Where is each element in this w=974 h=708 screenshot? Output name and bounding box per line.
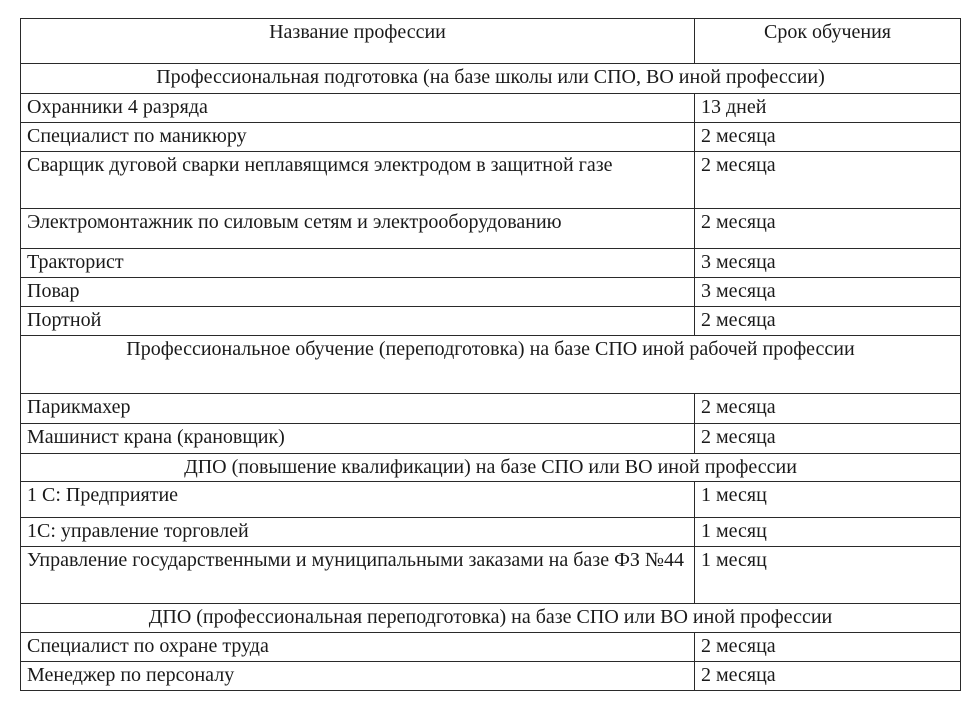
table-row bbox=[21, 394, 961, 424]
training-term: 2 месяца bbox=[695, 209, 961, 249]
table-row bbox=[21, 662, 961, 691]
profession-name: Специалист по маникюру bbox=[21, 123, 695, 152]
profession-name: Сварщик дуговой сварки неплавящимся электродом в защитной газе bbox=[21, 152, 695, 209]
training-term: 3 месяца bbox=[695, 278, 961, 307]
table-row bbox=[21, 482, 961, 518]
training-term: 2 месяца bbox=[695, 123, 961, 152]
table-row bbox=[21, 152, 961, 209]
profession-name: Машинист крана (крановщик) bbox=[21, 424, 695, 454]
profession-name: 1С: управление торговлей bbox=[21, 518, 695, 547]
table-row bbox=[21, 307, 961, 336]
training-term: 2 месяца bbox=[695, 307, 961, 336]
table-row bbox=[21, 518, 961, 547]
header-profession-name: Название профессии bbox=[21, 19, 695, 64]
profession-name: Повар bbox=[21, 278, 695, 307]
table-row bbox=[21, 633, 961, 662]
profession-name: Управление государственными и муниципальными заказами на базе ФЗ №44 bbox=[21, 547, 695, 604]
training-term: 2 месяца bbox=[695, 662, 961, 691]
table-row bbox=[21, 424, 961, 454]
table-row bbox=[21, 94, 961, 123]
section-title: Профессиональная подготовка (на базе школы или СПО, ВО иной профессии) bbox=[21, 64, 961, 94]
training-term: 1 месяц bbox=[695, 518, 961, 547]
training-term: 2 месяца bbox=[695, 394, 961, 424]
section-title: ДПО (повышение квалификации) на базе СПО или ВО иной профессии bbox=[21, 454, 961, 482]
training-term: 1 месяц bbox=[695, 547, 961, 604]
profession-name: Охранники 4 разряда bbox=[21, 94, 695, 123]
profession-name: Менеджер по персоналу bbox=[21, 662, 695, 691]
training-term: 13 дней bbox=[695, 94, 961, 123]
training-term: 2 месяца bbox=[695, 424, 961, 454]
header-training-term: Срок обучения bbox=[695, 19, 961, 64]
professions-table bbox=[20, 18, 961, 691]
section-row bbox=[21, 454, 961, 482]
training-term: 2 месяца bbox=[695, 633, 961, 662]
training-term: 3 месяца bbox=[695, 249, 961, 278]
section-title: ДПО (профессиональная переподготовка) на базе СПО или ВО иной профессии bbox=[21, 604, 961, 633]
profession-name: Портной bbox=[21, 307, 695, 336]
section-row bbox=[21, 336, 961, 394]
table-row bbox=[21, 278, 961, 307]
table-row bbox=[21, 249, 961, 278]
table-row bbox=[21, 547, 961, 604]
profession-name: 1 С: Предприятие bbox=[21, 482, 695, 518]
section-row bbox=[21, 604, 961, 633]
section-title: Профессиональное обучение (переподготовка) на базе СПО иной рабочей профессии bbox=[21, 336, 961, 394]
header-row bbox=[21, 19, 961, 64]
table-row bbox=[21, 123, 961, 152]
training-term: 1 месяц bbox=[695, 482, 961, 518]
profession-name: Парикмахер bbox=[21, 394, 695, 424]
profession-name: Электромонтажник по силовым сетям и электрооборудованию bbox=[21, 209, 695, 249]
table-row bbox=[21, 209, 961, 249]
profession-name: Тракторист bbox=[21, 249, 695, 278]
profession-name: Специалист по охране труда bbox=[21, 633, 695, 662]
section-row bbox=[21, 64, 961, 94]
training-term: 2 месяца bbox=[695, 152, 961, 209]
